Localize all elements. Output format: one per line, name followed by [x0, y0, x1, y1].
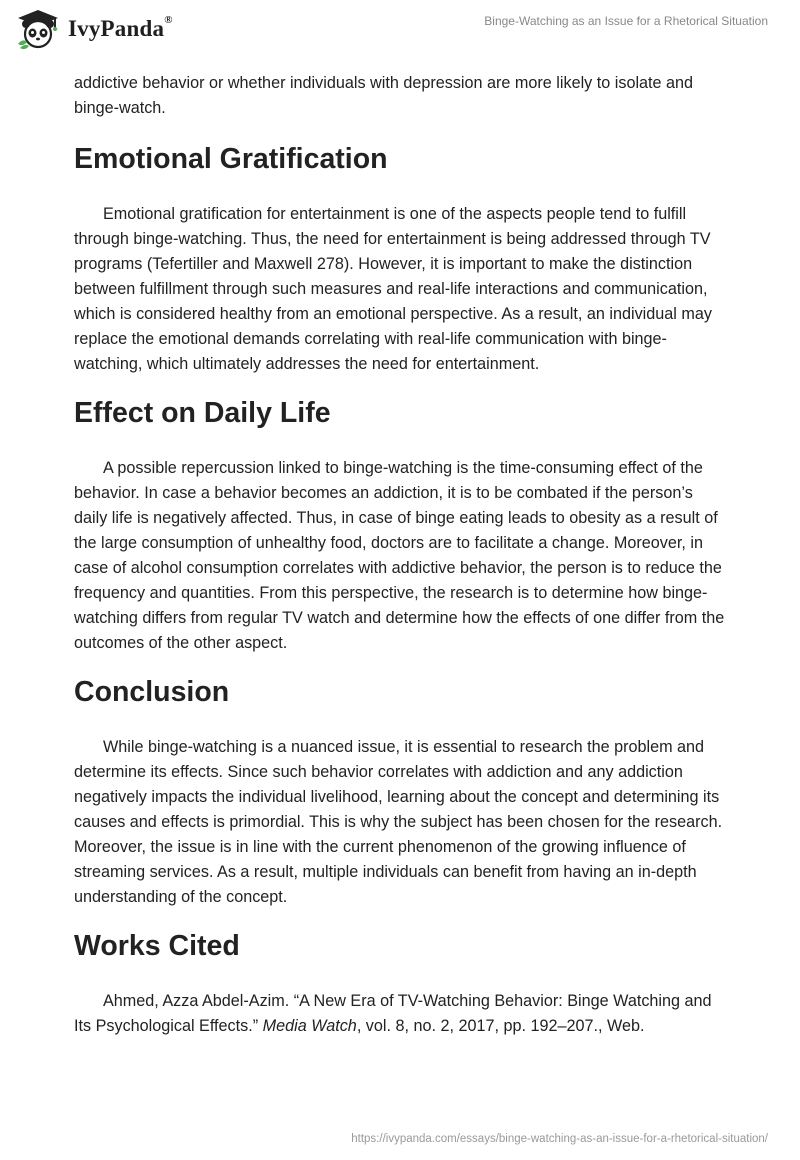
paragraph-conclusion: While binge-watching is a nuanced issue, it is essential to research the problem and determine its effects. Since such behavior correlates with addiction and any addiction negatively impacts the individual livelihood, learning about the concept and determining its causes and effects is primordial. This is why the subject has been chosen for the research. Moreover, the issue is in line with the current phenomenon of the growing influence of streaming services. As a result, multiple individuals can benefit from having an in-depth understanding of the concept.	[74, 738, 723, 906]
ivypanda-logo[interactable]	[14, 8, 173, 50]
paragraph-effect-on-daily-life: A possible repercussion linked to binge-watching is the time-consuming effect of the behavior. In case a behavior becomes an addiction, it is to be combated if the person’s daily life is negatively affected. Thus, in case of binge eating leads to obesity as a result of the large consumption of unhealthy food, doctors are to facilitate a change. Moreover, in case of alcohol consumption correlates with addictive behavior, the person is to reduce the frequency and quantities. From this perspective, the research is to determine how binge-watching differs from regular TV watch and determine how the effects of one differ from the outcomes of the other aspect.	[74, 459, 725, 652]
heading-works-cited: Works Cited	[74, 930, 240, 962]
works-cited-entry	[74, 989, 726, 1039]
essay-content	[74, 71, 726, 1039]
citation-journal: Media Watch	[262, 1017, 357, 1035]
logo-text: IvyPanda®	[68, 14, 173, 41]
heading-conclusion: Conclusion	[74, 676, 230, 708]
citation-text: Ahmed, Azza Abdel-Azim. “A New Era of TV-Watching Behavior: Binge Watching and Its Psychological Effects.”	[74, 992, 712, 1035]
footer-url-link[interactable]: https://ivypanda.com/essays/binge-watching-as-an-issue-for-a-rhetorical-situation/	[351, 1133, 768, 1145]
heading-emotional-gratification: Emotional Gratification	[74, 143, 388, 175]
header-essay-title: Binge-Watching as an Issue for a Rhetorical Situation	[484, 14, 768, 28]
panda-logo-icon	[14, 8, 62, 50]
paragraph-emotional-gratification: Emotional gratification for entertainment is one of the aspects people tend to fulfill through binge-watching. Thus, the need for entertainment is being addressed through TV programs (Tefertiller and Maxwell 278). However, it is important to make the distinction between fulfillment through such measures and real-life interactions and communication, which is considered healthy from an emotional perspective. As a result, an individual may replace the emotional demands correlating with real-life communication with binge-watching, which ultimately addresses the need for entertainment.	[74, 205, 712, 373]
intro-paragraph: addictive behavior or whether individuals with depression are more likely to isolate and binge-watch.	[74, 74, 694, 117]
citation-details: , vol. 8, no. 2, 2017, pp. 192–207., Web.	[356, 1017, 645, 1035]
page-header	[0, 0, 800, 60]
heading-effect-on-daily-life: Effect on Daily Life	[74, 397, 331, 429]
